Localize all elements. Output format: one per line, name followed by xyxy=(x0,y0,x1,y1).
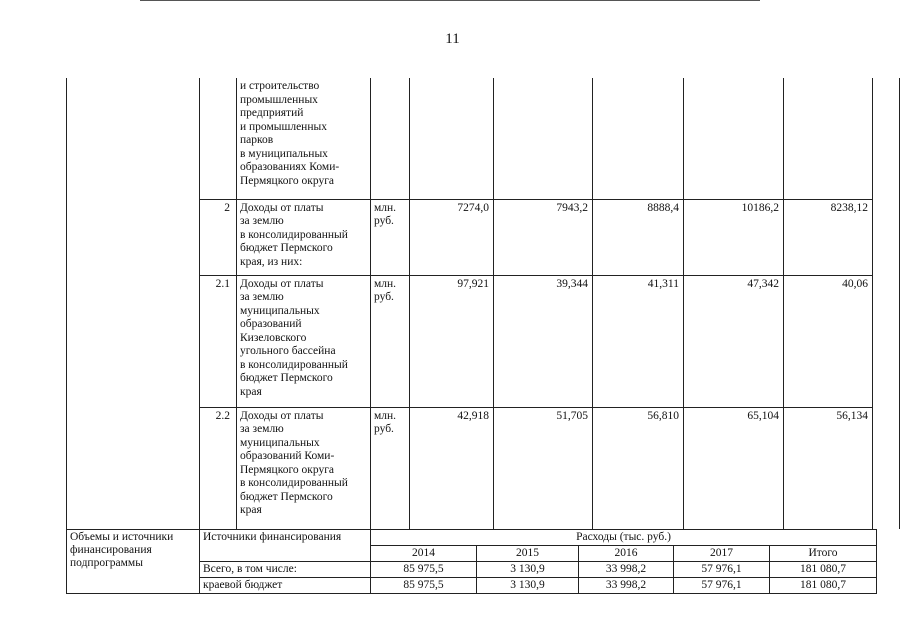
funding-value-2016: 33 998,2 xyxy=(579,562,674,578)
unit: млн. руб. xyxy=(371,275,410,407)
year-2014-header: 2014 xyxy=(371,546,477,562)
outer-left-cell xyxy=(67,78,200,199)
value-cell xyxy=(593,78,684,199)
funding-value-2014: 85 975,5 xyxy=(371,562,477,578)
value-cell xyxy=(410,78,494,199)
funding-value-2017: 57 976,1 xyxy=(674,578,770,594)
funding-value-total: 181 080,7 xyxy=(770,578,877,594)
value-2017: 65,104 xyxy=(684,407,784,529)
value-cell xyxy=(784,78,873,199)
indicator-row-2 xyxy=(67,199,900,275)
page-top-edge xyxy=(140,0,760,1)
funding-label: Объемы и источники финансирования подпрограммы xyxy=(67,530,200,594)
funding-value-2017: 57 976,1 xyxy=(674,562,770,578)
funding-value-2014: 85 975,5 xyxy=(371,578,477,594)
value-total: 40,06 xyxy=(784,275,873,407)
value-2014: 42,918 xyxy=(410,407,494,529)
funding-table xyxy=(66,529,877,594)
value-total: 8238,12 xyxy=(784,199,873,275)
unit: млн. руб. xyxy=(371,407,410,529)
indicator-name: Доходы от платы за землю в консолидированный бюджет Пермского края, из них: xyxy=(237,199,371,275)
row-number: 2.1 xyxy=(200,275,237,407)
indicators-table xyxy=(66,78,900,530)
funding-row-label: Всего, в том числе: xyxy=(200,562,371,578)
unit: млн. руб. xyxy=(371,199,410,275)
value-total: 56,134 xyxy=(784,407,873,529)
indicator-name: Доходы от платы за землю муниципальных образований Кизеловского угольного бассейна в консолидированный бюджет Пермского края xyxy=(237,275,371,407)
funding-header-row xyxy=(67,530,877,546)
value-2014: 7274,0 xyxy=(410,199,494,275)
outer-right-cell xyxy=(873,275,900,407)
row-number: 2 xyxy=(200,199,237,275)
unit-cell xyxy=(371,78,410,199)
outer-right-cell xyxy=(873,199,900,275)
value-2016: 41,311 xyxy=(593,275,684,407)
sources-header: Источники финансирования xyxy=(200,530,371,562)
value-2017: 47,342 xyxy=(684,275,784,407)
continuation-name-cell: и строительство промышленных предприятий и промышленных парков в муниципальных образованиях Коми- Пермяцкого округа xyxy=(237,78,371,199)
value-2017: 10186,2 xyxy=(684,199,784,275)
funding-value-2015: 3 130,9 xyxy=(477,562,579,578)
indicator-row-2-2 xyxy=(67,407,900,529)
outer-left-cell xyxy=(67,199,200,275)
total-header: Итого xyxy=(770,546,877,562)
funding-value-2015: 3 130,9 xyxy=(477,578,579,594)
value-cell xyxy=(494,78,593,199)
year-2016-header: 2016 xyxy=(579,546,674,562)
funding-value-2016: 33 998,2 xyxy=(579,578,674,594)
funding-row-label: краевой бюджет xyxy=(200,578,371,594)
expenses-header: Расходы (тыс. руб.) xyxy=(371,530,877,546)
outer-right-cell xyxy=(873,78,900,199)
year-2017-header: 2017 xyxy=(674,546,770,562)
row-number-cell xyxy=(200,78,237,199)
outer-left-cell xyxy=(67,407,200,529)
value-2014: 97,921 xyxy=(410,275,494,407)
value-2015: 51,705 xyxy=(494,407,593,529)
value-2016: 56,810 xyxy=(593,407,684,529)
outer-right-cell xyxy=(873,407,900,529)
page-number: 11 xyxy=(445,31,460,47)
value-2015: 7943,2 xyxy=(494,199,593,275)
funding-value-total: 181 080,7 xyxy=(770,562,877,578)
outer-left-cell xyxy=(67,275,200,407)
row-number: 2.2 xyxy=(200,407,237,529)
continuation-row xyxy=(67,78,900,199)
year-2015-header: 2015 xyxy=(477,546,579,562)
value-cell xyxy=(684,78,784,199)
indicator-name: Доходы от платы за землю муниципальных образований Коми- Пермяцкого округа в консолидированный бюджет Пермского края xyxy=(237,407,371,529)
value-2016: 8888,4 xyxy=(593,199,684,275)
indicator-row-2-1 xyxy=(67,275,900,407)
value-2015: 39,344 xyxy=(494,275,593,407)
